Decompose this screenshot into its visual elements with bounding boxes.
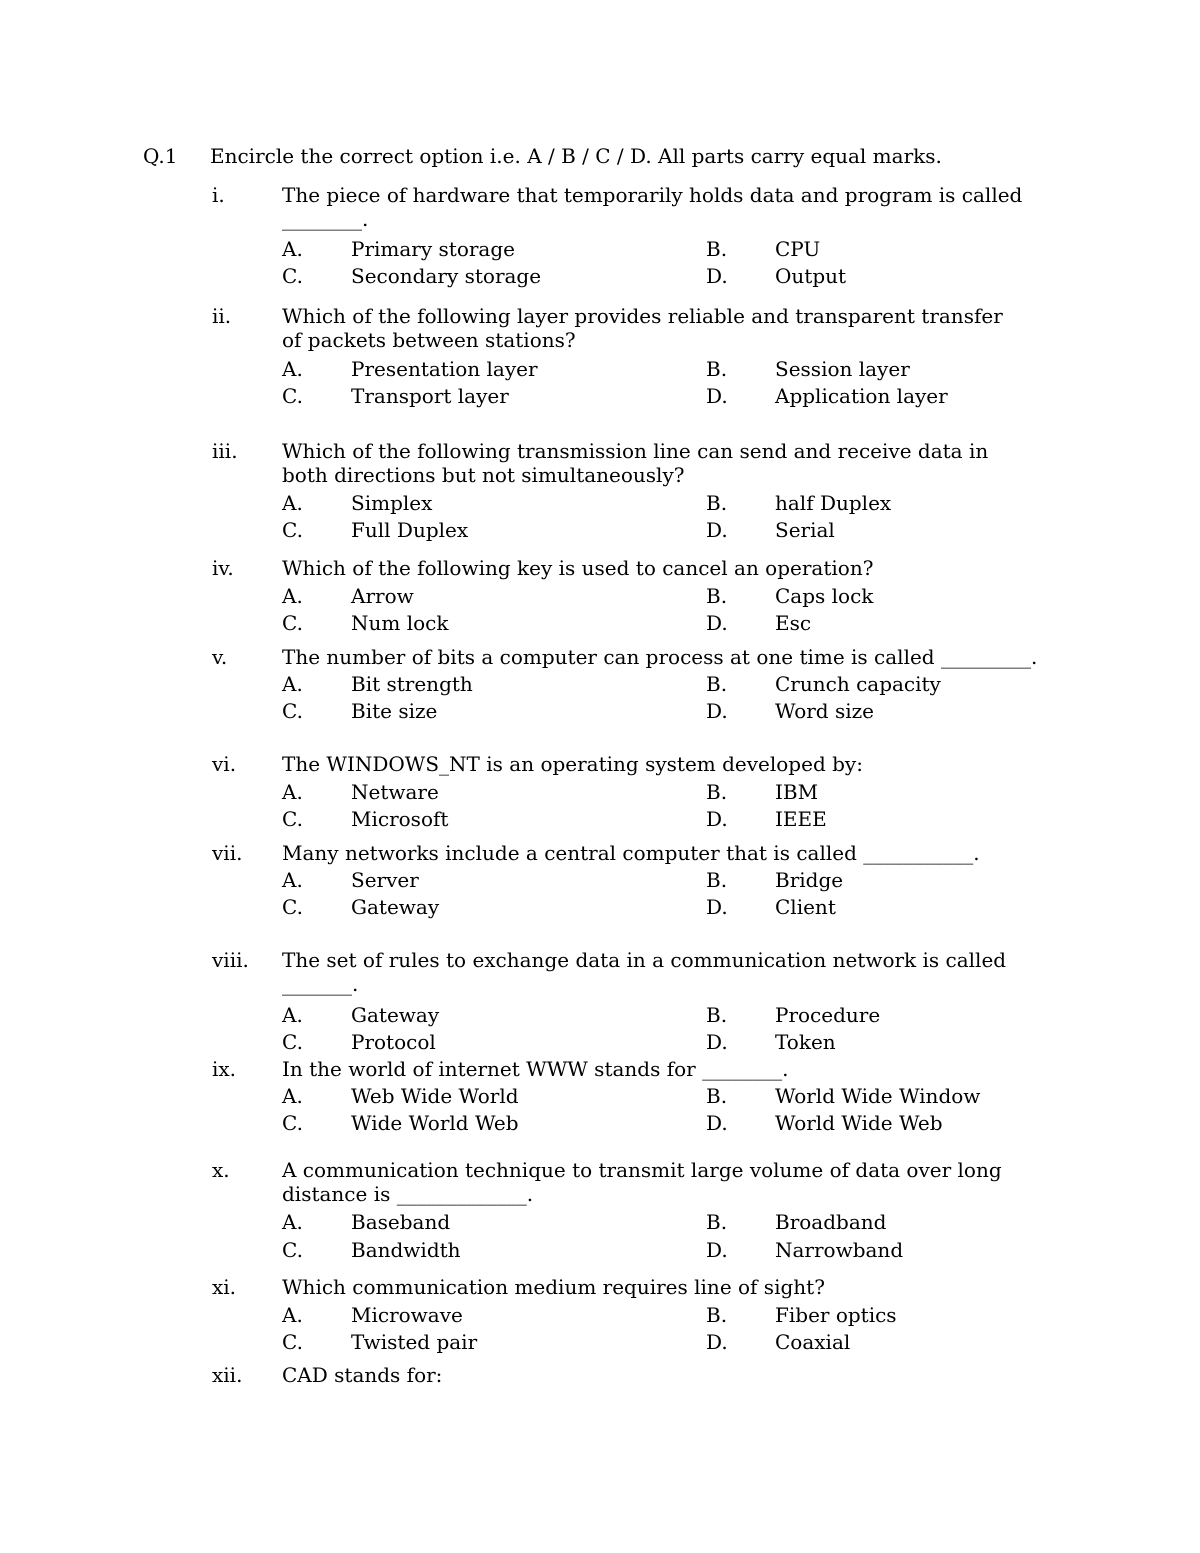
question-instruction: Encircle the correct option i.e. A / B / C / D. All parts carry equal marks. [210, 144, 942, 168]
item-question: In the world of internet WWW stands for ________. [282, 1057, 789, 1081]
option-text: Coaxial [775, 1330, 851, 1354]
item-number: xi. [212, 1275, 237, 1299]
option-text: Simplex [351, 491, 433, 515]
option-letter: D. [706, 699, 728, 723]
question-number: Q.1 [143, 144, 178, 168]
option-text: Gateway [351, 1003, 440, 1027]
option-letter: D. [706, 611, 728, 635]
option-letter: C. [282, 518, 303, 542]
option-text: Netware [351, 780, 439, 804]
option-text: IBM [775, 780, 819, 804]
item-question: Which of the following transmission line can send and receive data in both directions but not simultaneously? [282, 439, 989, 487]
item-number: viii. [212, 948, 249, 972]
option-letter: B. [706, 672, 728, 696]
option-letter: C. [282, 895, 303, 919]
item-number: ix. [212, 1057, 237, 1081]
item-number: iv. [212, 556, 234, 580]
option-letter: D. [706, 807, 728, 831]
option-text: Esc [775, 611, 812, 635]
option-text: CPU [775, 237, 821, 261]
option-text: Microsoft [351, 807, 449, 831]
option-letter: D. [706, 264, 728, 288]
option-letter: B. [706, 780, 728, 804]
option-letter: D. [706, 1030, 728, 1054]
option-text: Bandwidth [351, 1238, 461, 1262]
option-letter: D. [706, 1238, 728, 1262]
option-letter: D. [706, 518, 728, 542]
option-letter: C. [282, 1111, 303, 1135]
option-text: Bite size [351, 699, 438, 723]
option-letter: A. [282, 491, 303, 515]
option-text: IEEE [775, 807, 827, 831]
item-question: The WINDOWS_NT is an operating system developed by: [282, 752, 863, 776]
item-number: xii. [212, 1363, 243, 1387]
option-letter: A. [282, 672, 303, 696]
item-question: Many networks include a central computer that is called ___________. [282, 841, 980, 865]
option-letter: D. [706, 384, 728, 408]
option-letter: A. [282, 780, 303, 804]
item-question: Which communication medium requires line of sight? [282, 1275, 825, 1299]
option-letter: B. [706, 584, 728, 608]
option-letter: A. [282, 868, 303, 892]
option-text: Output [775, 264, 847, 288]
option-text: Crunch capacity [775, 672, 941, 696]
option-letter: C. [282, 611, 303, 635]
option-text: Caps lock [775, 584, 874, 608]
item-question: The set of rules to exchange data in a communication network is called _______. [282, 948, 1007, 996]
option-text: Broadband [775, 1210, 887, 1234]
option-text: Procedure [775, 1003, 881, 1027]
option-letter: A. [282, 1303, 303, 1327]
item-number: vii. [212, 841, 243, 865]
option-text: Fiber optics [775, 1303, 897, 1327]
option-text: Baseband [351, 1210, 451, 1234]
option-letter: B. [706, 237, 728, 261]
option-text: Microwave [351, 1303, 463, 1327]
item-number: x. [212, 1158, 230, 1182]
option-letter: B. [706, 1084, 728, 1108]
item-question: A communication technique to transmit large volume of data over long distance is _____________. [282, 1158, 1002, 1206]
option-letter: C. [282, 384, 303, 408]
option-letter: C. [282, 699, 303, 723]
option-text: Word size [775, 699, 874, 723]
option-text: Server [351, 868, 419, 892]
option-letter: D. [706, 895, 728, 919]
option-letter: D. [706, 1111, 728, 1135]
item-number: vi. [212, 752, 237, 776]
option-letter: B. [706, 1210, 728, 1234]
item-question: CAD stands for: [282, 1363, 443, 1387]
option-letter: A. [282, 1210, 303, 1234]
option-text: Primary storage [351, 237, 515, 261]
option-letter: A. [282, 237, 303, 261]
option-letter: C. [282, 1330, 303, 1354]
option-text: Session layer [775, 357, 910, 381]
option-text: Secondary storage [351, 264, 542, 288]
option-text: Narrowband [775, 1238, 904, 1262]
option-text: Token [775, 1030, 836, 1054]
option-letter: A. [282, 357, 303, 381]
item-number: iii. [212, 439, 238, 463]
option-text: Gateway [351, 895, 440, 919]
option-letter: C. [282, 1238, 303, 1262]
option-text: Application layer [775, 384, 948, 408]
option-text: Wide World Web [351, 1111, 519, 1135]
item-question: The piece of hardware that temporarily holds data and program is called ________. [282, 183, 1023, 231]
item-question: The number of bits a computer can process at one time is called _________. [282, 645, 1038, 669]
option-text: Twisted pair [351, 1330, 478, 1354]
option-letter: C. [282, 807, 303, 831]
option-text: Full Duplex [351, 518, 469, 542]
option-text: Bit strength [351, 672, 473, 696]
option-text: World Wide Web [775, 1111, 943, 1135]
option-letter: B. [706, 1303, 728, 1327]
option-letter: C. [282, 1030, 303, 1054]
option-text: Web Wide World [351, 1084, 519, 1108]
option-text: Transport layer [351, 384, 509, 408]
item-number: v. [212, 645, 228, 669]
option-letter: A. [282, 1003, 303, 1027]
option-text: Num lock [351, 611, 449, 635]
item-number: i. [212, 183, 225, 207]
option-text: Serial [775, 518, 835, 542]
option-text: Client [775, 895, 836, 919]
option-text: Protocol [351, 1030, 436, 1054]
option-letter: B. [706, 868, 728, 892]
option-text: Bridge [775, 868, 844, 892]
option-letter: B. [706, 357, 728, 381]
item-question: Which of the following layer provides reliable and transparent transfer of packets between stations? [282, 304, 1003, 352]
option-letter: B. [706, 1003, 728, 1027]
option-letter: A. [282, 1084, 303, 1108]
item-question: Which of the following key is used to cancel an operation? [282, 556, 874, 580]
option-letter: A. [282, 584, 303, 608]
option-letter: C. [282, 264, 303, 288]
item-number: ii. [212, 304, 232, 328]
option-text: Presentation layer [351, 357, 538, 381]
option-letter: D. [706, 1330, 728, 1354]
option-text: World Wide Window [775, 1084, 981, 1108]
option-text: Arrow [351, 584, 414, 608]
option-text: half Duplex [775, 491, 892, 515]
option-letter: B. [706, 491, 728, 515]
